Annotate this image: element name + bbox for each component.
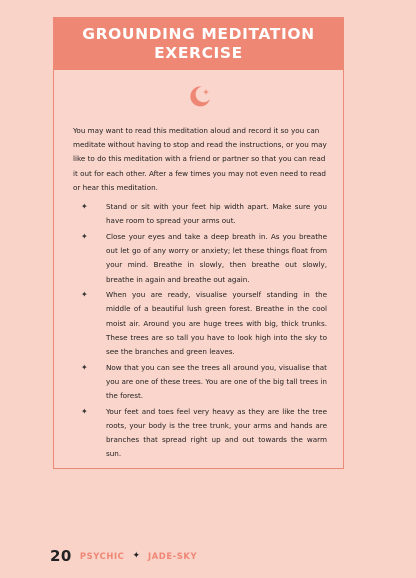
page-number: 20: [50, 547, 72, 565]
list-item-text: When you are ready, visualise yourself standing in the middle of a beautiful lush green forest. Breathe in the cool moist air. Around you are huge trees with big, thick trunks. These trees are so tall you have to look high into the sky to see the branches and green leaves.: [106, 290, 327, 357]
list-item: [71, 361, 327, 404]
star-bullet-icon: ✦: [81, 406, 88, 416]
list-item-text: Stand or sit with your feet hip width apart. Make sure you have room to spread your arms out.: [106, 202, 327, 226]
list-item-text: Your feet and toes feel very heavy as they are like the tree roots, your body is the tree trunk, your arms and hands are branches that spread right up and out towards the warm sun.: [106, 406, 327, 459]
card-header: [54, 18, 343, 70]
book-title: PSYCHIC: [79, 551, 125, 561]
list-item: [71, 288, 327, 359]
star-bullet-icon: ✦: [81, 202, 88, 211]
star-bullet-icon: ✦: [81, 290, 88, 300]
list-item: [71, 200, 327, 228]
intro-paragraph: You may want to read this meditation aloud and record it so you can meditate without having to stop and read the instructions, or you may like to do this meditation with a friend or partner so that you can read it out for each other. After a few times you may not even need to read or hear this meditation.: [73, 126, 327, 192]
meditation-card: [53, 17, 344, 469]
list-item: [71, 230, 327, 287]
instruction-list: [71, 200, 327, 463]
list-item-text: Now that you can see the trees all around you, visualise that you are one of these trees. You are one of the big tall trees in the forest.: [106, 362, 327, 401]
author-name: JADE-SKY: [147, 551, 198, 561]
list-item-text: Close your eyes and take a deep breath in. As you breathe out let go of any worry or anxiety; let these things float from your mind. Breathe in slowly, then breathe out slowly, breathe in again and breathe out again.: [106, 231, 327, 284]
crescent-moon-sparkle-icon: [186, 82, 214, 110]
list-item: [71, 405, 327, 462]
star-bullet-icon: ✦: [81, 362, 88, 372]
star-separator-icon: ✦: [132, 551, 140, 561]
star-bullet-icon: ✦: [81, 231, 88, 241]
card-title: GROUNDING MEDITATION EXERCISE: [82, 25, 315, 62]
page-footer: [50, 547, 197, 565]
